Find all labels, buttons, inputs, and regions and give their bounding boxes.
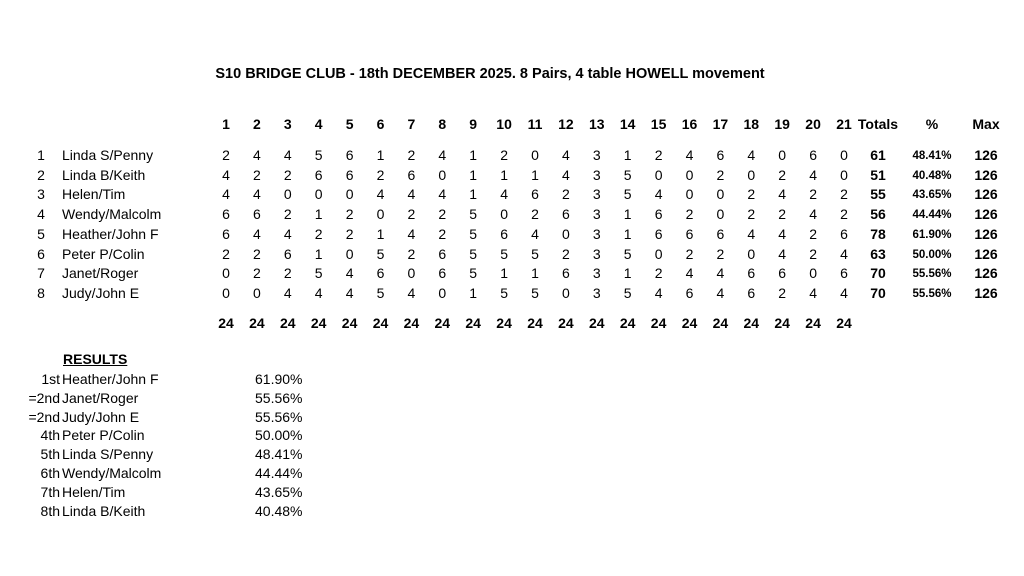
board-header: 11 <box>527 116 543 132</box>
score-cell: 2 <box>840 186 848 203</box>
score-cell: 4 <box>716 284 725 301</box>
score-cell: 6 <box>222 206 230 223</box>
pair-percentage: 40.48% <box>912 169 952 182</box>
score-cell: 6 <box>809 147 817 163</box>
score-cell: 2 <box>716 166 725 183</box>
result-name: Linda B/Keith <box>62 502 146 519</box>
result-place: 4th <box>40 427 60 444</box>
pair-name: Janet/Roger <box>62 265 139 282</box>
pair-percentage: 44.44% <box>912 209 952 222</box>
score-cell: 4 <box>222 166 230 183</box>
pair-percentage: 55.56% <box>912 268 952 281</box>
score-cell: 4 <box>500 186 508 203</box>
score-cell: 5 <box>469 245 478 262</box>
score-cell: 4 <box>283 225 292 242</box>
board-header: 19 <box>774 116 790 132</box>
result-name: Peter P/Colin <box>62 427 145 444</box>
score-cell: 2 <box>809 225 817 242</box>
score-cell: 1 <box>376 225 385 242</box>
board-total: 24 <box>681 315 698 331</box>
pair-percentage: 50.00% <box>912 248 952 261</box>
result-place: 6th <box>40 465 60 481</box>
score-cell: 2 <box>778 166 787 183</box>
score-cell: 0 <box>376 206 385 223</box>
score-cell: 0 <box>778 147 787 163</box>
max-header: Max <box>972 116 1000 132</box>
score-cell: 6 <box>747 284 756 301</box>
result-percentage: 44.44% <box>255 465 303 481</box>
board-total: 24 <box>836 315 852 331</box>
board-total: 24 <box>558 315 574 331</box>
score-cell: 6 <box>561 265 570 282</box>
score-cell: 0 <box>438 284 447 301</box>
score-cell: 2 <box>654 147 663 163</box>
score-cell: 5 <box>531 284 539 301</box>
score-cell: 4 <box>809 206 817 223</box>
board-total: 24 <box>465 315 481 331</box>
score-cell: 2 <box>283 265 292 282</box>
score-cell: 5 <box>623 245 632 262</box>
score-cell: 6 <box>438 265 447 282</box>
board-total: 24 <box>527 315 543 331</box>
result-place: 7th <box>40 483 60 500</box>
pair-name: Helen/Tim <box>62 186 126 203</box>
score-cell: 0 <box>531 147 539 163</box>
board-total: 24 <box>743 315 760 331</box>
score-cell: 1 <box>469 186 478 203</box>
pair-number: 1 <box>37 147 45 163</box>
score-cell: 2 <box>407 147 416 163</box>
score-cell: 6 <box>685 284 694 301</box>
score-cell: 4 <box>654 186 663 203</box>
score-cell: 4 <box>283 284 292 301</box>
score-cell: 2 <box>716 245 725 262</box>
score-cell: 1 <box>531 265 539 282</box>
score-cell: 2 <box>747 186 756 203</box>
score-cell: 5 <box>623 186 632 203</box>
score-cell: 0 <box>561 284 570 301</box>
pair-total: 78 <box>870 225 886 242</box>
score-cell: 4 <box>283 147 292 163</box>
score-cell: 4 <box>747 225 756 242</box>
score-cell: 0 <box>809 265 817 282</box>
pair-percentage: 48.41% <box>912 150 952 162</box>
score-cell: 6 <box>252 206 261 223</box>
board-header: 13 <box>589 116 605 132</box>
score-cell: 2 <box>407 245 416 262</box>
result-name: Judy/John E <box>62 408 140 425</box>
result-place: 5th <box>40 446 60 463</box>
score-cell: 4 <box>561 147 570 163</box>
score-cell: 2 <box>222 245 230 262</box>
score-cell: 4 <box>531 225 539 242</box>
score-cell: 1 <box>500 166 508 183</box>
score-cell: 4 <box>407 186 416 203</box>
pair-total: 51 <box>870 166 886 183</box>
score-cell: 2 <box>283 206 292 223</box>
pair-number: 4 <box>37 206 45 223</box>
score-cell: 6 <box>376 265 385 282</box>
score-cell: 6 <box>840 225 848 242</box>
score-cell: 5 <box>314 265 323 282</box>
pct-header: % <box>925 116 939 132</box>
score-cell: 2 <box>345 206 354 223</box>
result-place: 8th <box>40 502 60 519</box>
score-cell: 1 <box>623 225 632 242</box>
result-percentage: 50.00% <box>255 427 303 444</box>
pair-max: 126 <box>974 166 998 183</box>
score-cell: 0 <box>500 206 508 223</box>
score-cell: 6 <box>561 206 570 223</box>
score-cell: 0 <box>345 245 354 262</box>
score-cell: 3 <box>592 166 601 183</box>
pair-number: 3 <box>37 186 45 203</box>
board-total: 24 <box>310 315 327 331</box>
score-cell: 2 <box>500 147 508 163</box>
score-cell: 0 <box>747 245 756 262</box>
board-total: 24 <box>496 315 512 331</box>
score-cell: 6 <box>716 147 725 163</box>
score-cell: 6 <box>283 245 292 262</box>
score-cell: 4 <box>438 147 447 163</box>
score-cell: 2 <box>438 225 447 242</box>
score-cell: 4 <box>252 147 261 163</box>
score-cell: 6 <box>716 225 725 242</box>
score-cell: 5 <box>469 265 478 282</box>
pair-number: 2 <box>37 166 45 183</box>
pair-number: 8 <box>37 284 45 301</box>
score-cell: 4 <box>685 147 694 163</box>
score-cell: 4 <box>654 284 663 301</box>
pair-name: Linda B/Keith <box>62 166 146 183</box>
board-total: 24 <box>650 315 667 331</box>
score-cell: 4 <box>747 147 756 163</box>
score-cell: 6 <box>840 265 848 282</box>
score-cell: 4 <box>716 265 725 282</box>
score-cell: 0 <box>716 186 725 203</box>
score-cell: 0 <box>314 186 323 203</box>
score-cell: 2 <box>531 206 539 223</box>
result-name: Janet/Roger <box>62 389 139 406</box>
score-cell: 3 <box>592 265 601 282</box>
score-cell: 5 <box>314 147 323 163</box>
score-cell: 4 <box>376 186 385 203</box>
score-cell: 4 <box>809 166 817 183</box>
pair-total: 61 <box>870 147 886 163</box>
score-cell: 2 <box>252 265 261 282</box>
score-cell: 5 <box>623 166 632 183</box>
score-cell: 6 <box>345 166 354 183</box>
board-header: 5 <box>345 116 354 132</box>
result-percentage: 43.65% <box>255 483 303 500</box>
score-cell: 4 <box>778 186 787 203</box>
result-place: =2nd <box>28 389 60 406</box>
score-cell: 5 <box>500 284 508 301</box>
score-cell: 6 <box>778 265 787 282</box>
score-cell: 4 <box>778 245 787 262</box>
score-cell: 0 <box>685 166 694 183</box>
pair-total: 70 <box>870 265 886 282</box>
pair-max: 126 <box>974 186 998 203</box>
board-header: 14 <box>619 116 636 132</box>
score-cell: 2 <box>561 186 570 203</box>
board-header: 17 <box>712 116 729 132</box>
score-cell: 4 <box>438 186 447 203</box>
score-cell: 6 <box>407 166 416 183</box>
score-cell: 5 <box>469 206 478 223</box>
score-cell: 2 <box>314 225 323 242</box>
score-cell: 4 <box>252 225 261 242</box>
result-percentage: 55.56% <box>255 408 303 425</box>
score-cell: 2 <box>685 245 694 262</box>
pair-percentage: 43.65% <box>912 189 952 202</box>
result-percentage: 40.48% <box>255 502 303 519</box>
pair-percentage: 55.56% <box>912 287 952 300</box>
board-header: 8 <box>438 116 447 132</box>
pair-total: 63 <box>870 245 886 262</box>
board-header: 2 <box>252 116 261 132</box>
result-percentage: 61.90% <box>255 371 303 387</box>
pair-max: 126 <box>974 245 998 262</box>
score-cell: 2 <box>407 206 416 223</box>
score-cell: 3 <box>592 186 601 203</box>
score-cell: 4 <box>561 166 570 183</box>
score-cell: 4 <box>778 225 787 242</box>
board-total: 24 <box>774 315 790 331</box>
score-cell: 2 <box>778 284 787 301</box>
score-cell: 1 <box>469 166 478 183</box>
score-cell: 1 <box>531 166 539 183</box>
board-total: 24 <box>249 315 265 331</box>
board-header: 9 <box>469 116 478 132</box>
results-heading: RESULTS <box>63 351 128 367</box>
score-cell: 2 <box>685 206 694 223</box>
score-cell: 6 <box>314 166 323 183</box>
pair-name: Linda S/Penny <box>62 147 154 163</box>
score-cell: 4 <box>685 265 694 282</box>
totals-header: Totals <box>857 116 899 132</box>
result-name: Heather/John F <box>62 371 159 387</box>
score-cell: 4 <box>840 284 848 301</box>
pair-percentage: 61.90% <box>912 228 952 241</box>
score-cell: 1 <box>469 284 478 301</box>
board-header: 12 <box>558 116 574 132</box>
score-cell: 3 <box>592 225 601 242</box>
score-cell: 2 <box>438 206 447 223</box>
score-cell: 1 <box>469 147 478 163</box>
score-cell: 4 <box>407 225 416 242</box>
board-header: 18 <box>743 116 760 132</box>
score-cell: 3 <box>592 147 601 163</box>
board-header: 15 <box>650 116 667 132</box>
pair-name: Judy/John E <box>62 284 140 301</box>
score-cell: 2 <box>747 206 756 223</box>
score-cell: 6 <box>222 225 230 242</box>
score-cell: 4 <box>345 265 354 282</box>
score-cell: 6 <box>438 245 447 262</box>
pair-max: 126 <box>974 284 998 301</box>
board-total: 24 <box>619 315 636 331</box>
score-cell: 3 <box>592 206 601 223</box>
result-percentage: 55.56% <box>255 389 303 406</box>
score-cell: 0 <box>654 245 663 262</box>
pair-number: 6 <box>37 245 45 262</box>
result-name: Helen/Tim <box>62 483 126 500</box>
score-cell: 2 <box>252 166 261 183</box>
score-cell: 6 <box>685 225 694 242</box>
score-cell: 6 <box>654 225 663 242</box>
score-cell: 1 <box>623 206 632 223</box>
result-name: Wendy/Malcolm <box>62 465 162 481</box>
score-cell: 3 <box>592 284 601 301</box>
score-cell: 2 <box>283 166 292 183</box>
score-cell: 5 <box>376 284 385 301</box>
board-header: 16 <box>681 116 698 132</box>
score-cell: 2 <box>376 166 385 183</box>
score-cell: 0 <box>283 186 292 203</box>
board-total: 24 <box>589 315 605 331</box>
score-cell: 1 <box>314 245 323 262</box>
score-cell: 6 <box>500 225 508 242</box>
score-cell: 1 <box>500 265 508 282</box>
board-total: 24 <box>280 315 296 331</box>
pair-total: 56 <box>870 206 886 223</box>
score-cell: 2 <box>809 186 817 203</box>
score-cell: 0 <box>438 166 447 183</box>
score-cell: 2 <box>252 245 261 262</box>
score-cell: 0 <box>716 206 725 223</box>
pair-name: Wendy/Malcolm <box>62 206 162 223</box>
score-cell: 0 <box>222 284 230 301</box>
score-cell: 0 <box>840 166 848 183</box>
score-cell: 4 <box>252 186 261 203</box>
board-header: 7 <box>407 116 416 132</box>
board-header: 6 <box>376 116 385 132</box>
pair-number: 7 <box>37 265 45 282</box>
board-header: 10 <box>496 116 512 132</box>
pair-number: 5 <box>37 225 45 242</box>
board-total: 24 <box>372 315 389 331</box>
score-cell: 0 <box>840 147 848 163</box>
board-total: 24 <box>403 315 420 331</box>
pair-max: 126 <box>974 147 998 163</box>
score-cell: 2 <box>345 225 354 242</box>
board-header: 3 <box>283 116 292 132</box>
score-cell: 6 <box>747 265 756 282</box>
score-cell: 4 <box>314 284 323 301</box>
board-total: 24 <box>712 315 729 331</box>
score-cell: 0 <box>685 186 694 203</box>
score-cell: 6 <box>531 186 539 203</box>
score-cell: 5 <box>623 284 632 301</box>
board-header: 21 <box>836 116 852 132</box>
score-cell: 6 <box>654 206 663 223</box>
board-total: 24 <box>218 315 234 331</box>
score-cell: 2 <box>840 206 848 223</box>
score-cell: 0 <box>345 186 354 203</box>
result-place: =2nd <box>28 408 60 425</box>
score-cell: 5 <box>500 245 508 262</box>
board-header: 4 <box>314 116 323 132</box>
score-cell: 5 <box>469 225 478 242</box>
page-title: S10 BRIDGE CLUB - 18th DECEMBER 2025. 8 Pairs, 4 table HOWELL movement <box>215 66 765 82</box>
score-cell: 0 <box>561 225 570 242</box>
board-total: 24 <box>434 315 451 331</box>
board-header: 1 <box>222 116 230 132</box>
result-place: 1st <box>41 371 60 387</box>
score-cell: 4 <box>407 284 416 301</box>
score-cell: 2 <box>778 206 787 223</box>
score-cell: 2 <box>654 265 663 282</box>
pair-max: 126 <box>974 265 998 282</box>
score-cell: 4 <box>222 186 230 203</box>
board-total: 24 <box>341 315 358 331</box>
score-cell: 4 <box>345 284 354 301</box>
score-cell: 2 <box>809 245 817 262</box>
score-cell: 2 <box>222 147 230 163</box>
board-header: 20 <box>805 116 821 132</box>
score-cell: 0 <box>252 284 261 301</box>
pair-total: 55 <box>870 186 886 203</box>
score-cell: 1 <box>623 147 632 163</box>
score-cell: 0 <box>407 265 416 282</box>
score-cell: 5 <box>531 245 539 262</box>
score-cell: 6 <box>345 147 354 163</box>
score-cell: 4 <box>840 245 848 262</box>
board-total: 24 <box>805 315 821 331</box>
score-cell: 0 <box>222 265 230 282</box>
pair-name: Peter P/Colin <box>62 245 145 262</box>
score-cell: 1 <box>623 265 632 282</box>
score-cell: 1 <box>314 206 323 223</box>
pair-total: 70 <box>870 284 886 301</box>
pair-name: Heather/John F <box>62 225 159 242</box>
score-cell: 3 <box>592 245 601 262</box>
score-cell: 1 <box>376 147 385 163</box>
score-cell: 5 <box>376 245 385 262</box>
pair-max: 126 <box>974 225 998 242</box>
result-percentage: 48.41% <box>255 446 303 463</box>
score-cell: 0 <box>747 166 756 183</box>
result-name: Linda S/Penny <box>62 446 154 463</box>
score-cell: 4 <box>809 284 817 301</box>
pair-max: 126 <box>974 206 998 223</box>
score-cell: 2 <box>561 245 570 262</box>
score-cell: 0 <box>654 166 663 183</box>
